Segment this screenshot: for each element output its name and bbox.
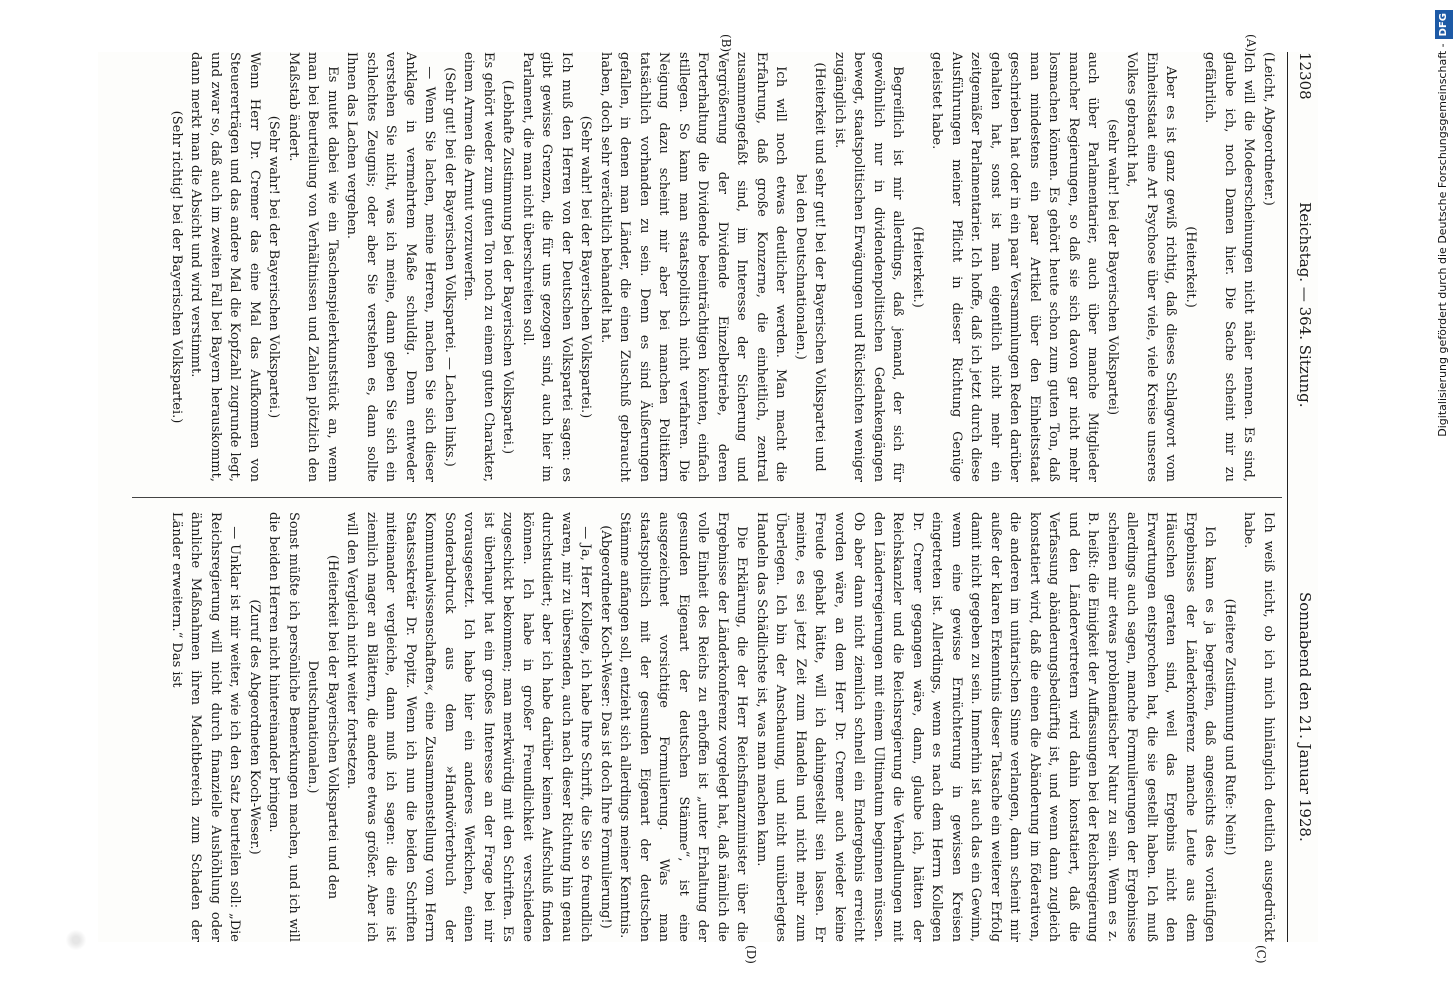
- header-left-title: Reichstag. — 364. Sitzung.: [1296, 202, 1314, 408]
- digitization-credit: [1418, 10, 1449, 970]
- header-rule: [1287, 52, 1288, 942]
- page-number: 12308: [1296, 52, 1314, 100]
- text-column-left: [167, 52, 1279, 482]
- speech-paragraph: Ich weiß nicht, ob ich mich hinlänglich deutlich ausgedrückt habe.: [1241, 512, 1276, 942]
- speech-paragraph: Begreiflich ist mir allerdings, daß jemand, der sich für gewöhnlich nur in dividendenpolitischen Gedankengängen bewegt, staatspolitischen Erwägungen und Rücksichten weniger zugänglich ist.: [832, 52, 906, 482]
- interjection-paragraph: (Abgeordneter Koch-Weser: Das ist doch Ihre Formulierung!): [598, 525, 613, 929]
- speech-paragraph: — Unklar ist mir weiter, wie ich den Satz beurteilen soll: „Die Reichsregierung will nicht durch finanzielle Aushöhlung oder ähnliche Maßnahmen ihren Machtbereich zum Schaden der Länder erweitern.“ Das ist: [169, 512, 243, 942]
- speech-paragraph: Wenn Herr Dr. Cremer das eine Mal das Aufkommen von Steuererträgen und das andere Mal die Kopfzahl zugrunde legt, und zwar so, daß auch im zweiten Fall bei Bayern herauskommt, dann merkt man die Absicht und wird verstimmt.: [188, 52, 262, 482]
- interjection-paragraph: (Heiterkeit.): [910, 226, 925, 308]
- interjection-paragraph: (Heiterkeit.): [1183, 226, 1198, 308]
- speech-paragraph: — Ja, Herr Kollege, ich habe Ihre Schrift, die Sie so freundlich waren, mir zu übersenden, auch nach dieser Richtung hin genau durchstudiert; aber ich habe darüber keinen Aufschluß finden können. Ich habe in großer Freundlichkeit verschiedene zugeschickt bekommen; man merkwürdig mit den Schriften. Es ist überhaupt hat ein großes Interesse an der Frage bei mir vorausgesetzt. Ich habe hier ein anderes Werkchen, einen Sonderabdruck aus dem »Handwörterbuch der Kommunalwissenschaften«, eine Zusammenstellung vom Herrn Staatssekretär Dr. Popitz. Wenn ich nun die beiden Schriften miteinander vergleiche, dann muß ich sagen: die eine ist ziemlich mager an Blättern, die andere etwas größer. Aber ich will den Vergleich nicht weiter fortsetzen.: [344, 512, 594, 942]
- speech-paragraph: Ich kann es ja begreifen, daß angesichts des vorläufigen Ergebnisses der Länderkonferenz manche Leute aus dem Häuschen geraten sind, weil das Ergebnis nicht den Erwartungen entsprochen hat, die sie gestellt haben. Ich muß allerdings auch sagen, manche Formulierungen der Ergebnisse scheinen mir etwas problematischer Natur zu sein. Wenn es z. B. heißt: die Einigkeit der Auffassungen bei der Reichsregierung und den Ländervertretern wird dahin konstatiert, daß die Verfassung abänderungsbedürftig ist, und wenn dann zugleich konstatiert wird, daß die einen die Abänderung im föderativen, die anderen im unitarischen Sinne verlangen, dann scheint mir außer der klaren Erkenntnis dieser Tatsache ein weiterer Erfolg damit nicht gegeben zu sein. Immerhin ist auch das ein Gewinn, wenn eine gewisse Ernüchterung in gewissen Kreisen eingetreten ist. Allerdings, wenn es nach dem Herrn Kollegen Dr. Cremer gegangen wäre, dann, glaube ich, hätten der Reichskanzler und die Reichsregierung die Verhandlungen mit den Länderregierungen mit einem Ultimatum beginnen müssen. Ob aber dann nicht ziemlich schnell ein Endergebnis erreicht worden wäre, an dem Herr Dr. Cremer auch wieder keine Freude gehabt hätte, will ich dahingestellt sein lassen. Er meinte, es sei jetzt Zeit zum Handeln und nicht mehr zum Überlegen. Ich bin der Anschauung, und nicht unüberlegtes Handeln das Schädlichste ist, was man machen kann.: [754, 512, 1218, 942]
- speech-paragraph: Es mutet dabei wie ein Taschenspielerkunststück an, wenn man bei Beurteilung von Verhältnissen und Zahlen plötzlich den Maßstab ändert.: [286, 52, 340, 482]
- interjection-paragraph: (Sehr wahr! bei der Bayerischen Volkspartei.): [266, 115, 282, 419]
- speech-paragraph: Die Erklärung, die der Herr Reichsfinanzminister über die Ergebnisse der Länderkonferenz vorgelegt hat, daß nämlich die volle Einheit des Reichs zu erhoffen ist „unter Erhaltung der gesunden Eigenart der deutschen Stämme“, ist eine ausgezeichnet vorsichtige Formulierung. Was man staatspolitisch mit der gesunden Eigenart der deutschen Stämme anfangen soll, entzieht sich allerdings meiner Kenntnis.: [617, 512, 750, 942]
- column-divider: [132, 497, 1282, 498]
- text-column-right: [167, 512, 1279, 942]
- interjection-paragraph: (Sehr richtig! bei der Bayerischen Volkspartei.): [169, 110, 184, 424]
- interjection-paragraph: (Lebhafte Zustimmung bei der Bayerischen Volkspartei.): [500, 79, 516, 455]
- interjection-paragraph: (Heiterkeit bei der Bayerischen Volkspartei und den Deutschnationalen.): [305, 554, 340, 900]
- speech-paragraph: Es gehört weder zum guten Ton noch zu einem guten Charakter, einem Armen die Armut vorzuwerfen.: [461, 52, 496, 482]
- interjection-paragraph: (Heitere Zustimmung und Rufe: Nein!): [1222, 598, 1237, 856]
- margin-mark-b: (B): [719, 34, 733, 53]
- interjection-paragraph: (Sehr wahr! bei der Bayerischen Volkspartei.): [578, 115, 594, 419]
- speech-paragraph: Ich muß den Herren von der Deutschen Volkspartei sagen: es gibt gewisse Grenzen, die für uns gezogen sind, auch hier im Parlament, die man nicht überschreiten soll.: [520, 52, 574, 482]
- interjection-paragraph: (Heiterkeit und sehr gut! bei der Bayerischen Volkspartei und bei den Deutschnationalen.): [793, 62, 828, 472]
- speech-paragraph: Sonst müßte ich persönliche Bemerkungen machen, und ich will die beiden Herren nicht hintereinander bringen.: [266, 512, 301, 942]
- rotated-page-content: [98, 34, 1318, 964]
- speech-paragraph: Ich will noch etwas deutlicher werden. Man macht die Erfahrung, daß große Konzerne, die einheitlich, zentral zusammengefaßt sind, im Interesse der Sicherung und Vergrößerung der Dividende Einzelbetriebe, deren Forterhaltung die Dividende beeinträchtigen könnten, einfach stillegen. So kann man staatspolitisch nicht verfahren. Die Neigung dazu scheint mir aber bei manchen Politikern tatsächlich vorhanden zu sein. Denn es sind Äußerungen gefallen, in denen man Länder, die einen Zuschuß gebraucht haben, doch sehr verächtlich behandelt hat.: [598, 52, 789, 482]
- scan-smudge: [62, 930, 90, 950]
- interjection-paragraph: (sehr wahr! bei der Bayerischen Volkspartei): [1105, 118, 1120, 416]
- credit-text: Digitalisierung gefördert durch die Deutsche Forschungsgemeinschaft -: [1436, 43, 1449, 437]
- interjection-paragraph: (Zuruf des Abgeordneten Koch-Weser.): [247, 599, 262, 855]
- margin-mark-a: (A): [1244, 34, 1258, 53]
- margin-mark-c: (C): [1254, 945, 1268, 964]
- speech-paragraph: Aber es ist ganz gewiß richtig, daß dieses Schlagwort vom Einheitsstaat eine Art Psychose über viele, viele Kreise unseres Volkes gebracht hat,: [1124, 52, 1179, 482]
- dfg-logo: DFG: [1435, 10, 1453, 39]
- margin-mark-d: (D): [744, 945, 758, 964]
- header-right-title: Sonnabend den 21. Januar 1928.: [1296, 592, 1314, 842]
- document-page: [98, 34, 1318, 964]
- speech-paragraph: (Leicht, Abgeordneter.): [1261, 52, 1276, 206]
- speech-paragraph: auch über Parlamentarier, auch über manche Mitglieder mancher Regierungen, so daß sie sich davon gar nicht mehr losmachen können. Es gehört heute schon zum guten Ton, daß man mindestens ein paar Artikel über den Einheitsstaat geschrieben hat oder in ein paar Versammlungen Reden darüber gehalten hat, sonst ist man eigentlich nicht mehr ein zeitgemäßer Parlamentarier. Ich hoffe, daß ich jetzt durch diese Ausführungen meiner Pflicht in dieser Richtung Genüge geleistet habe.: [929, 52, 1101, 482]
- running-header: [1290, 52, 1318, 942]
- interjection-paragraph: (Sehr gut! bei der Bayerischen Volkspartei. — Lachen links.): [442, 67, 457, 467]
- speech-paragraph: — Wenn Sie lachen, meine Herren, machen Sie sich dieser Anklage in vermehrtem Maße schuldig. Denn entweder verstehen Sie nicht, was ich meine, dann geben Sie sich ein schlechtes Zeugnis; oder aber Sie verstehen es, dann sollte Ihnen das Lachen vergehen.: [344, 52, 438, 482]
- speech-paragraph: Ich will die Modeerscheinungen nicht näher nennen. Es sind, glaube ich, noch Damen hier. Die Sache scheint mir zu gefährlich.: [1202, 52, 1257, 482]
